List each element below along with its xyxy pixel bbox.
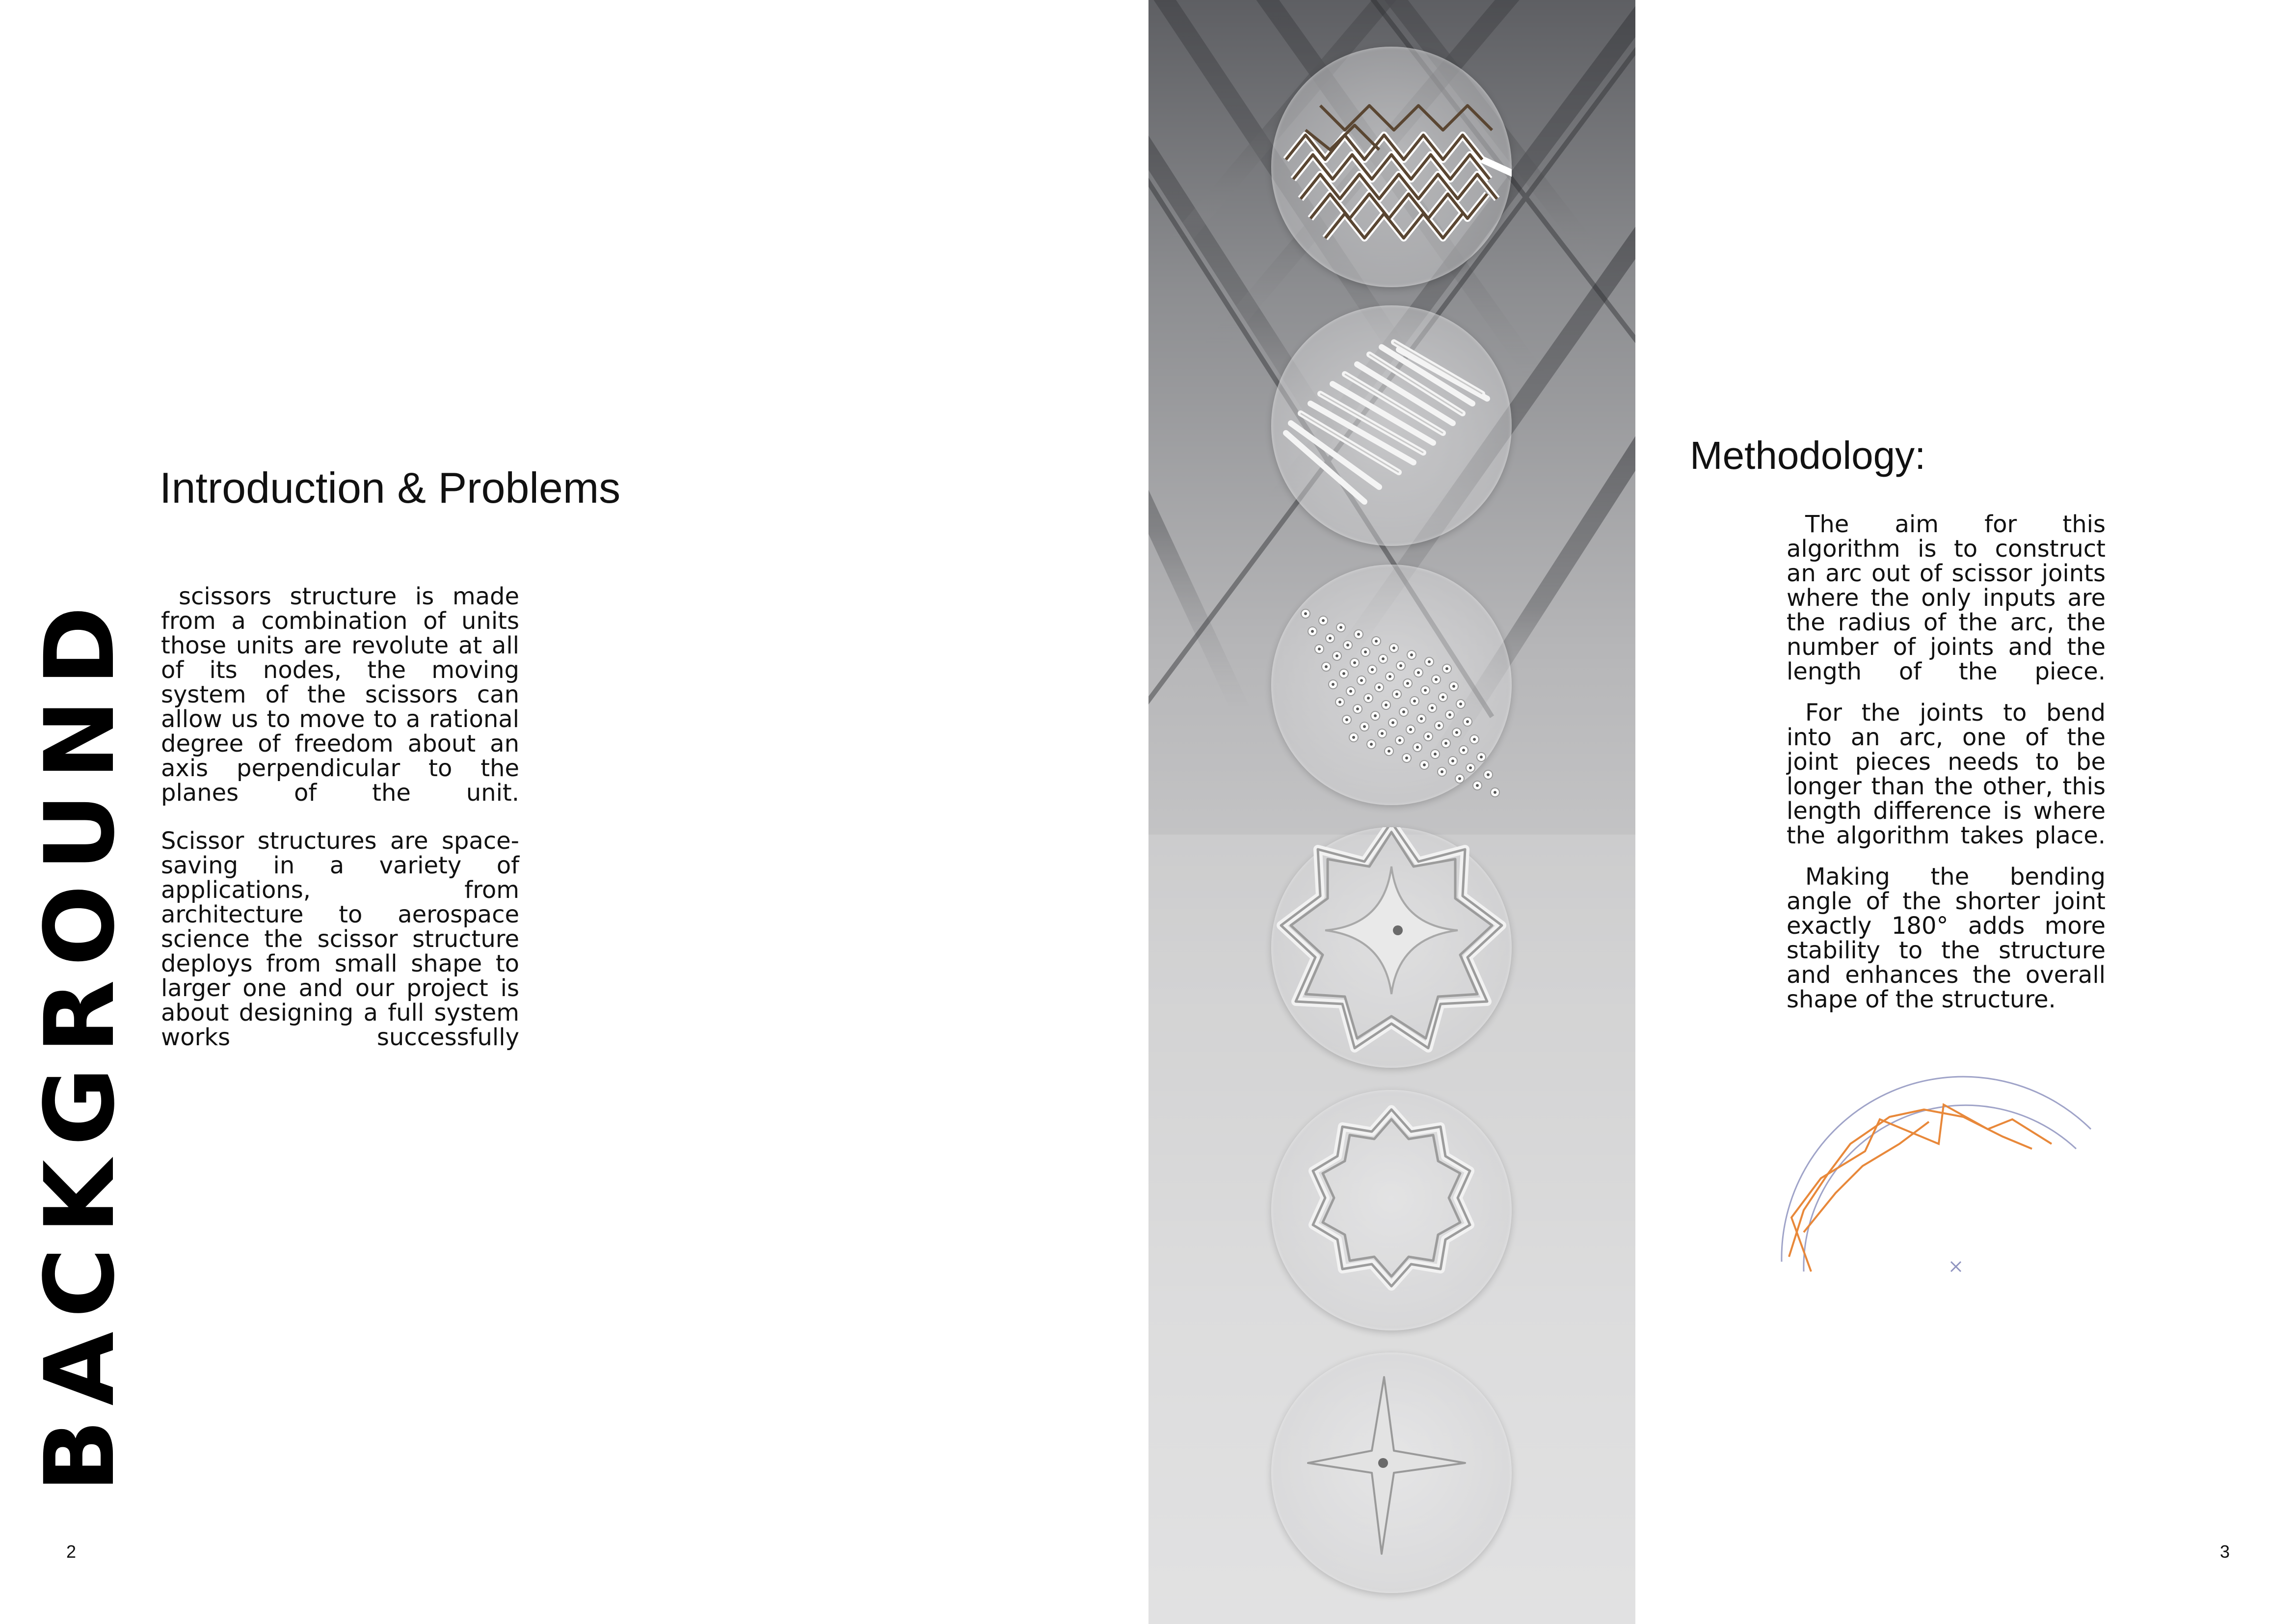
intro-heading: Introduction & Problems — [160, 463, 621, 512]
center-mark-icon — [1951, 1262, 1961, 1272]
vertical-section-title: BACKGROUND — [24, 592, 135, 1492]
intro-paragraph-1: scissors structure is made from a combination of units those units are revolute at all of its nodes, the moving system of the scissors can allow us to move to a rational degree of freedom about an axis perpendicular to the planes of the unit. — [161, 583, 519, 807]
scissor-joint-lines — [1789, 1105, 2052, 1272]
page-number-right: 3 — [2220, 1542, 2230, 1562]
methodology-heading: Methodology: — [1690, 433, 1926, 477]
page-number-left: 2 — [66, 1542, 77, 1562]
methodology-text-block — [1787, 512, 2106, 1029]
outer-arc — [1782, 1077, 2091, 1262]
right-page — [1148, 0, 2296, 1624]
methodology-paragraph-3: Making the bending angle of the shorter joint exactly 180° adds more stability to the structure and enhances the overall shape of the structure. — [1787, 863, 2106, 1013]
methodology-paragraph-1: The aim for this algorithm is to construct an arc out of scissor joints where the only inputs are the radius of the arc, the number of joints and the length of the piece. — [1787, 511, 2106, 685]
intro-text-block — [161, 584, 519, 1073]
methodology-paragraph-2: For the joints to bend into an arc, one of the joint pieces needs to be longer than the other, this length difference is where the algorithm takes place. — [1787, 699, 2106, 849]
intro-paragraph-2: Scissor structures are space-saving in a variety of applications, from architecture to aerospace science the scissor structure deploys from small shape to larger one and our project is about designing a full system works successfully — [161, 827, 519, 1051]
scissor-arc-diagram — [1777, 1075, 2101, 1291]
